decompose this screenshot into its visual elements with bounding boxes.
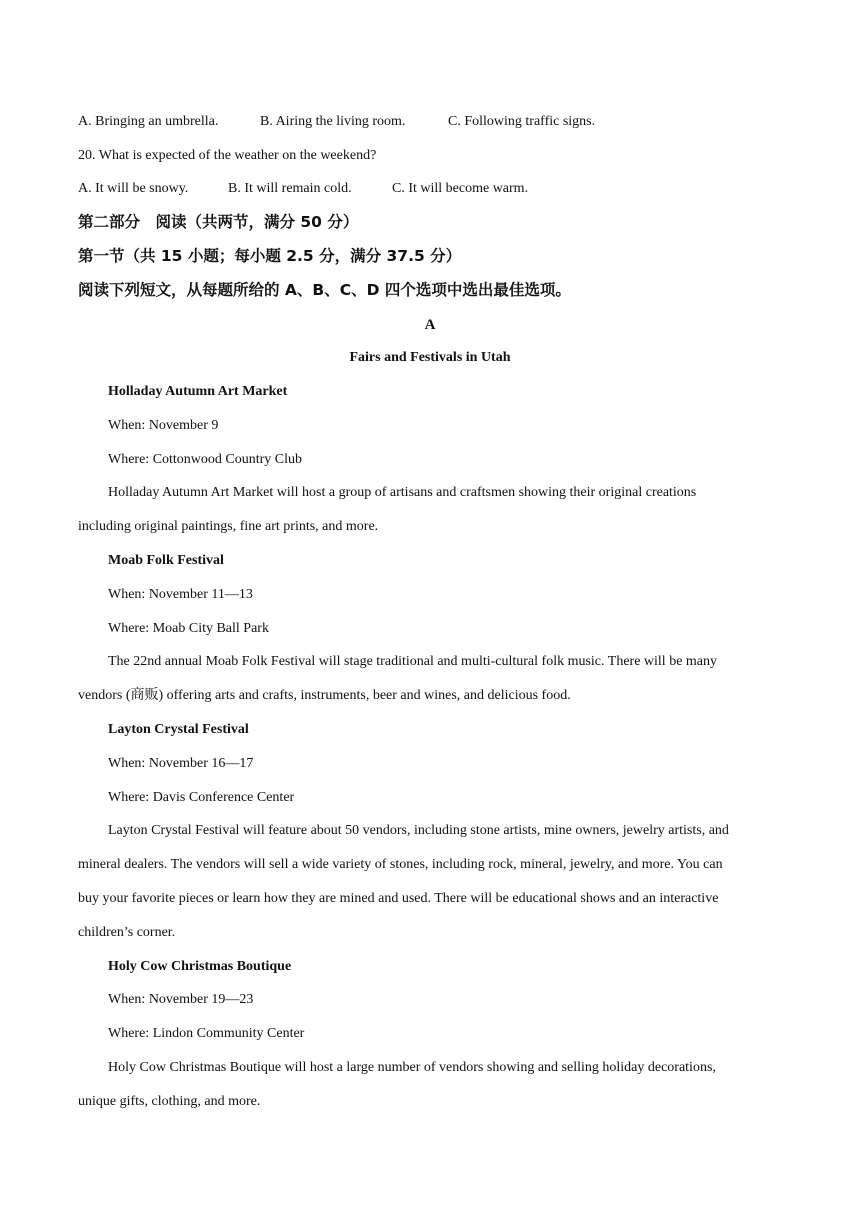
event-description-line: mineral dealers. The vendors will sell a wide variety of stones, including rock, mineral, jewelry, and more. You can [78,857,723,872]
event-name: Moab Folk Festival [108,553,224,568]
passage-letter: A [424,317,436,333]
q20-option-c: C. It will become warm. [392,181,529,196]
event-description-line: including original paintings, fine art prints, and more. [78,519,379,534]
q19-options [78,112,788,132]
q20-question: 20. What is expected of the weather on the weekend? [78,148,377,163]
event-when: When: November 11—13 [108,587,253,602]
event-when: When: November 9 [108,418,219,433]
event-description-line: Holladay Autumn Art Market will host a group of artisans and craftsmen showing their original creations [108,485,697,500]
event-description-line: buy your favorite pieces or learn how they are mined and used. There will be educational shows and an interactive [78,891,719,906]
section-title: 第一节（共 15 小题；每小题 2.5 分，满分 37.5 分） [78,247,462,265]
q19-option-c: C. Following traffic signs. [448,114,596,129]
section-instruction: 阅读下列短文，从每题所给的 A、B、C、D 四个选项中选出最佳选项。 [78,281,571,299]
q20-option-b: B. It will remain cold. [228,181,352,196]
part-title: 第二部分 阅读（共两节，满分 50 分） [78,213,359,231]
event-when: When: November 19—23 [108,992,254,1007]
event-name: Holladay Autumn Art Market [108,384,288,399]
event-description-line: The 22nd annual Moab Folk Festival will stage traditional and multi-cultural folk music. There will be many [108,654,718,669]
event-where: Where: Moab City Ball Park [108,621,269,636]
event-name: Holy Cow Christmas Boutique [108,959,292,974]
passage-title: Fairs and Festivals in Utah [349,350,511,365]
event-where: Where: Lindon Community Center [108,1026,305,1041]
q20-option-a: A. It will be snowy. [78,181,189,196]
event-description-line: unique gifts, clothing, and more. [78,1094,261,1109]
event-where: Where: Davis Conference Center [108,790,295,805]
event-description-line: Holy Cow Christmas Boutique will host a large number of vendors showing and selling holiday decorations, [108,1060,716,1075]
event-when: When: November 16—17 [108,756,254,771]
event-description-line: vendors (商贩) offering arts and crafts, instruments, beer and wines, and delicious food. [78,688,571,703]
q19-option-a: A. Bringing an umbrella. [78,114,219,129]
event-where: Where: Cottonwood Country Club [108,452,303,467]
q20-options [78,179,788,199]
event-name: Layton Crystal Festival [108,722,249,737]
event-description-line: Layton Crystal Festival will feature about 50 vendors, including stone artists, mine owners, jewelry artists, and [108,823,729,838]
q19-option-b: B. Airing the living room. [260,114,406,129]
event-description-line: children’s corner. [78,925,176,940]
